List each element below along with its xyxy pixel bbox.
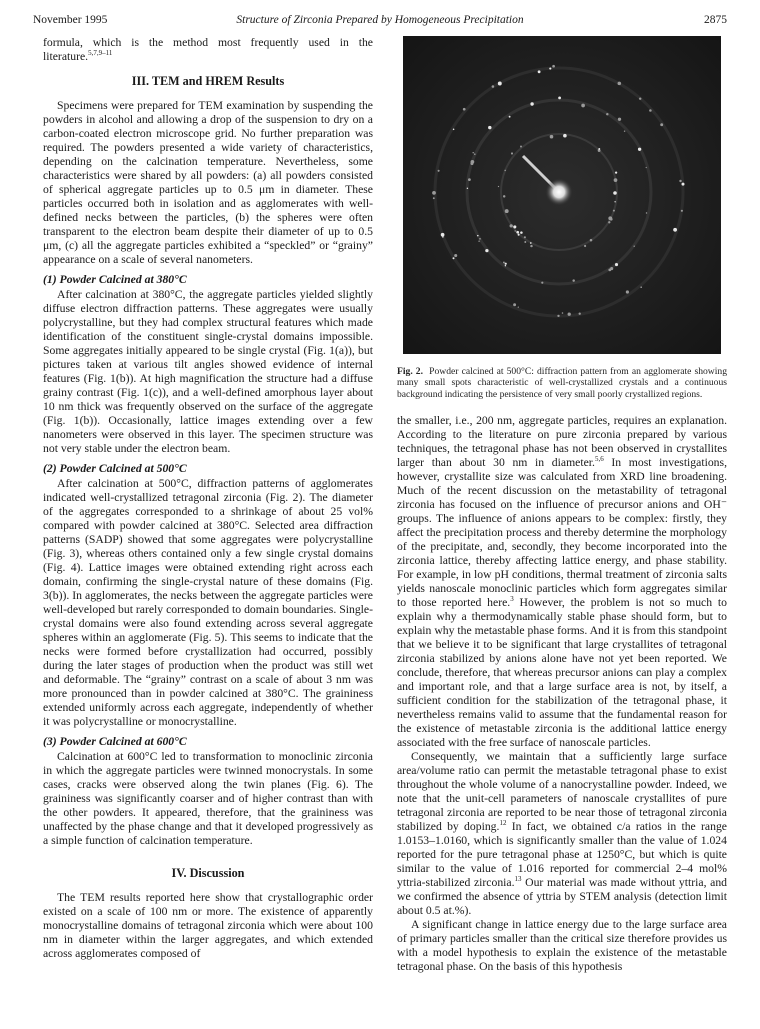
diffraction-spot <box>660 123 663 126</box>
diffraction-spot <box>468 178 471 181</box>
diffraction-spot <box>503 261 505 263</box>
intro-paragraph: formula, which is the method most frequently used in the literature.$^{5,7,9-11}$ <box>43 36 373 63</box>
diffraction-spot <box>472 152 473 153</box>
diffraction-spot <box>614 201 615 202</box>
diffraction-spot <box>453 257 455 259</box>
diffraction-spot <box>477 235 479 237</box>
discussion-paragraph-3: A significant change in lattice energy due to the large surface area of primary particles smaller than the critical size therefore provides us with a model hypothesis to explain the existence of the metastable tetragonal phase. On the basis of this hypothesis <box>397 917 727 973</box>
section-4-title: IV. Discussion <box>171 866 245 880</box>
diffraction-spot <box>505 265 506 266</box>
diffraction-spot <box>640 286 642 288</box>
page-number: 2875 <box>704 14 727 26</box>
diffraction-spot <box>438 170 440 172</box>
figure-2-caption: Fig. 2. Powder calcined at 500°C: diffraction pattern from an agglomerate showing many small spots characteristic of well-crystallized crystals and a continuous background indicating the persistence of very small poorly crystallized regions. <box>397 366 727 400</box>
diffraction-spot <box>503 195 505 197</box>
diffraction-spot <box>509 116 511 118</box>
subsection-380-title: (1) Powder Calcined at 380°C <box>43 273 187 286</box>
diffraction-spot <box>549 68 551 70</box>
diffraction-spot <box>541 282 543 284</box>
diffraction-spot <box>681 210 683 212</box>
diffraction-spot <box>626 290 629 293</box>
diffraction-spot <box>432 191 436 195</box>
diffraction-spot <box>504 170 506 172</box>
diffraction-spot <box>633 245 634 246</box>
diffraction-spot <box>518 234 520 236</box>
diffraction-spot <box>613 210 615 212</box>
diffraction-spot <box>615 171 617 173</box>
diffraction-spot <box>520 146 522 148</box>
diffraction-spot <box>614 178 618 182</box>
subsection-380-paragraph: After calcination at 380°C, the aggregate particles yielded slightly diffuse electron diffraction patterns. These aggregates were usually polycrystalline, but they had complex structural features which made identification of the constituent single-crystal domains impossible. Some aggregates initially appeared to be single crystal (Fig. 1(a)), but pictures taken at various tilt angles showed evidence of internal features (Fig. 1(b)). At high magnification the structure had a diffuse grainy contrast (Fig. 1(c)), and a well-defined amorphous layer about 10 nm thick was frequently observed on the surface of the aggregate (Fig. 1(b)). Occasionally, lattice images extending over a few nanometers were observed in this layer. The specimen structure was not very stable under the electron beam. <box>43 288 373 455</box>
diffraction-spot <box>538 70 541 73</box>
diffraction-spot <box>524 236 526 238</box>
diffraction-spot <box>557 315 559 317</box>
diffraction-spot <box>516 231 519 234</box>
diffraction-spot <box>433 197 435 199</box>
diffraction-spot <box>498 82 502 86</box>
diffraction-spot <box>492 85 495 88</box>
header-date: November 1995 <box>33 14 108 26</box>
diffraction-spot <box>613 191 617 195</box>
diffraction-spot <box>488 126 491 129</box>
discussion-paragraph-2: Consequently, we maintain that a sufficiently large surface area/volume ratio can permit the metastable tetragonal phase to exist throughout the whole volume of a nanocrystalline powder. Indeed, we note that the unit-cell parameters of nanoscale crystallites of pure tetragonal zirconia are reported to be near those of tetragonal zirconia stabilized by doping.$^{12}$ In fact, we obtained c/a ratios in the range 1.0153–1.0160, which is significantly smaller than the value of 1.024 reported for the pure tetragonal phase at 1250°C, but which is quite similar to the value of 1.016 reported for commercial 2–4 mol% yttria-stabilized zirconia.$^{13}$ Our material was made without yttria, and we confirmed the absence of yttria by STEM analysis (detection limit about 0.5 at.%). <box>397 749 727 917</box>
subsection-500-paragraph: After calcination at 500°C, diffraction patterns of agglomerates indicated well-crystallized tetragonal zirconia (Fig. 2). The diameter of the aggregates corresponded to a shrinkage of about 25 vol% compared with powder calcined at 380°C. Selected area diffraction patterns (SADP) showed that some aggregates were polycrystalline (Fig. 3), whereas others contained only a few single crystal domains (Fig. 4). Lattice images were obtained extending right across each domain, confirming the single-crystal nature of these domains (Fig. 3(b)). In agglomerates, the necks between the aggregate particles were well-developed but rarely corresponded to domain boundaries. Single-crystal domains were also found extending across several aggregate spheres within an agglomerate (Fig. 5). This seems to indicate that the necks were formed before crystallization had occurred, possibly during the later stages of production when the product was still wet and deformable. The “grainy” contrast on a scale of about 3 nm was more pronounced than in powder calcined at 380°C. The graininess extended uniformly across each aggregate, independently of whether it was polycrystalline or monocrystalline. <box>43 477 373 728</box>
left-column <box>43 36 373 1021</box>
diffraction-spot <box>479 238 480 239</box>
diffraction-spot <box>682 183 685 186</box>
diffraction-spot <box>608 216 612 220</box>
diffraction-spot <box>453 129 455 131</box>
page-header <box>33 14 727 30</box>
diffraction-spot <box>646 212 647 213</box>
diffraction-spot <box>513 225 516 228</box>
diffraction-spot <box>514 230 515 231</box>
diffraction-spot <box>467 188 468 189</box>
diffraction-spot <box>441 233 445 237</box>
subsection-500-title: (2) Powder Calcined at 500°C <box>43 462 187 475</box>
subsection-600-title: (3) Powder Calcined at 600°C <box>43 735 187 748</box>
section-3-paragraph-1: Specimens were prepared for TEM examination by suspending the powders in alcohol and allowing a drop of the suspension to dry on a carbon-coated electron microscope grid. No further preparation was required. The powders presented a wide variety of characteristics, depending on the calcination temperature. Nevertheless, some characteristics were shared by all powders: (a) all powders consisted of spherical aggregate particles up to 0.5 μm in diameter. These particles occurred both in isolation and as agglomerates with well-defined necks between the particles, (b) the spheres were often transparent to the electron beam despite their diameter of up to 0.5 μm, (c) all the aggregate particles exhibited a “speckled” or “grainy” appearance on a scale of several nanometers. <box>43 99 373 266</box>
diffraction-spot <box>608 221 610 223</box>
diffraction-spot <box>518 306 519 307</box>
intro-reference: 5,7,9–11 <box>88 49 113 58</box>
section-3-title: III. TEM and HREM Results <box>131 74 285 88</box>
diffraction-spot <box>511 152 513 154</box>
figure-2-label: Fig. 2. <box>397 366 423 377</box>
diffraction-spot <box>524 241 526 243</box>
diffraction-spot <box>454 254 457 257</box>
diffraction-spot <box>485 249 488 252</box>
diffraction-spot <box>498 186 499 187</box>
diffraction-spot <box>615 263 618 266</box>
diffraction-spot <box>510 224 513 227</box>
section-4-paragraph-1: The TEM results reported here show that crystallographic order existed on a scale of 100 nm or more. The existence of apparently monocrystalline domains of tetragonal zirconia which were about 100 nm in diameter within the larger aggregates, and which extended across agglomerates composed of <box>43 891 373 960</box>
diffraction-spot <box>606 113 608 115</box>
diffraction-spot <box>679 180 681 182</box>
diffraction-spot <box>530 242 532 244</box>
diffraction-spot <box>563 134 567 138</box>
diffraction-spot <box>530 245 532 247</box>
diffraction-spot <box>610 267 613 270</box>
diffraction-spot <box>478 240 479 241</box>
right-column <box>397 36 727 1021</box>
diffraction-spot <box>513 303 516 306</box>
diffraction-spot <box>649 109 652 112</box>
diffraction-spot <box>505 209 509 213</box>
diffraction-spot <box>474 153 476 155</box>
diffraction-spot <box>572 279 574 281</box>
diffraction-spot <box>579 313 581 315</box>
subsection-600-paragraph: Calcination at 600°C led to transformation to monoclinic zirconia in which the aggregate particles were twinned monocrystals. In some cases, cracks were observed along the twin planes (Fig. 6). The graininess was significantly coarser and of higher contrast than with the other powders. It appeared, therefore, that the graininess was unaffected by the phase change and that it developed progressively as a simple function of calcination temperature. <box>43 750 373 847</box>
figure-2-diffraction-pattern <box>403 36 721 354</box>
diffraction-spot <box>618 118 621 121</box>
diffraction-spot <box>581 104 585 108</box>
diffraction-spot <box>550 135 554 139</box>
diffraction-spot <box>530 102 533 105</box>
diffraction-spot <box>584 245 586 247</box>
diffraction-spot <box>520 231 523 234</box>
diffraction-spot <box>568 313 571 316</box>
central-beam <box>545 178 573 206</box>
diffraction-spot <box>558 97 561 100</box>
discussion-paragraph-1: the smaller, i.e., 200 nm, aggregate particles, requires an explanation. According to the literature on pure zirconia prepared by various techniques, the tetragonal phase has not been observed in crystallites larger than about 30 nm in diameter.$^{5,6}$ In most investigations, however, crystallite size was calculated from XRD line broadening. Much of the recent discussion on the metastability of tetragonal zirconia has focused on the influence of precursor anions and OH⁻ groups. The influence of anions appears to be complex: firstly, they affect the precipitation process and thereby determine the morphology of the precipitate, and, secondly, they become incorporated into the zirconia lattice, thereby affecting lattice energy, and phase stability. For example, in low pH conditions, thermal treatment of zirconia salts yields nanoscale monoclinic particles which form aggregates similar to those reported here.$^3$ However, the problem is not so much to explain why a thermodynamically stable phase should form, but to explain why the metastable phase forms. And it is from this standpoint that we believe it to be significant that large crystallites of tetragonal zirconia stabilized by anions alone have not yet been reported. We conclude, therefore, that whereas precursor anions can play a complex and important role, and that a large surface area is not, by itself, a sufficient condition for the stabilization of the tetragonal phase, it nevertheless remains valid to assume that the fundamental reason for the existence of metastable zirconia is the additional lattice energy associated with the free surface of nanoscale particles. <box>397 413 727 749</box>
diffraction-spot <box>639 97 641 99</box>
diffraction-spot <box>463 108 466 111</box>
diffraction-spot <box>505 263 507 265</box>
diffraction-spot <box>638 148 641 151</box>
diffraction-spot <box>562 312 564 314</box>
diffraction-spot <box>552 65 555 68</box>
diffraction-spot <box>673 228 677 232</box>
diffraction-spot <box>618 82 622 86</box>
header-running-title: Structure of Zirconia Prepared by Homogeneous Precipitation <box>236 14 524 26</box>
diffraction-spot <box>598 148 600 150</box>
diffraction-spot <box>590 239 593 242</box>
diffraction-spot <box>471 160 475 164</box>
diffraction-spot <box>624 130 625 131</box>
diffraction-pattern-image <box>403 36 721 354</box>
diffraction-spot <box>646 167 647 168</box>
